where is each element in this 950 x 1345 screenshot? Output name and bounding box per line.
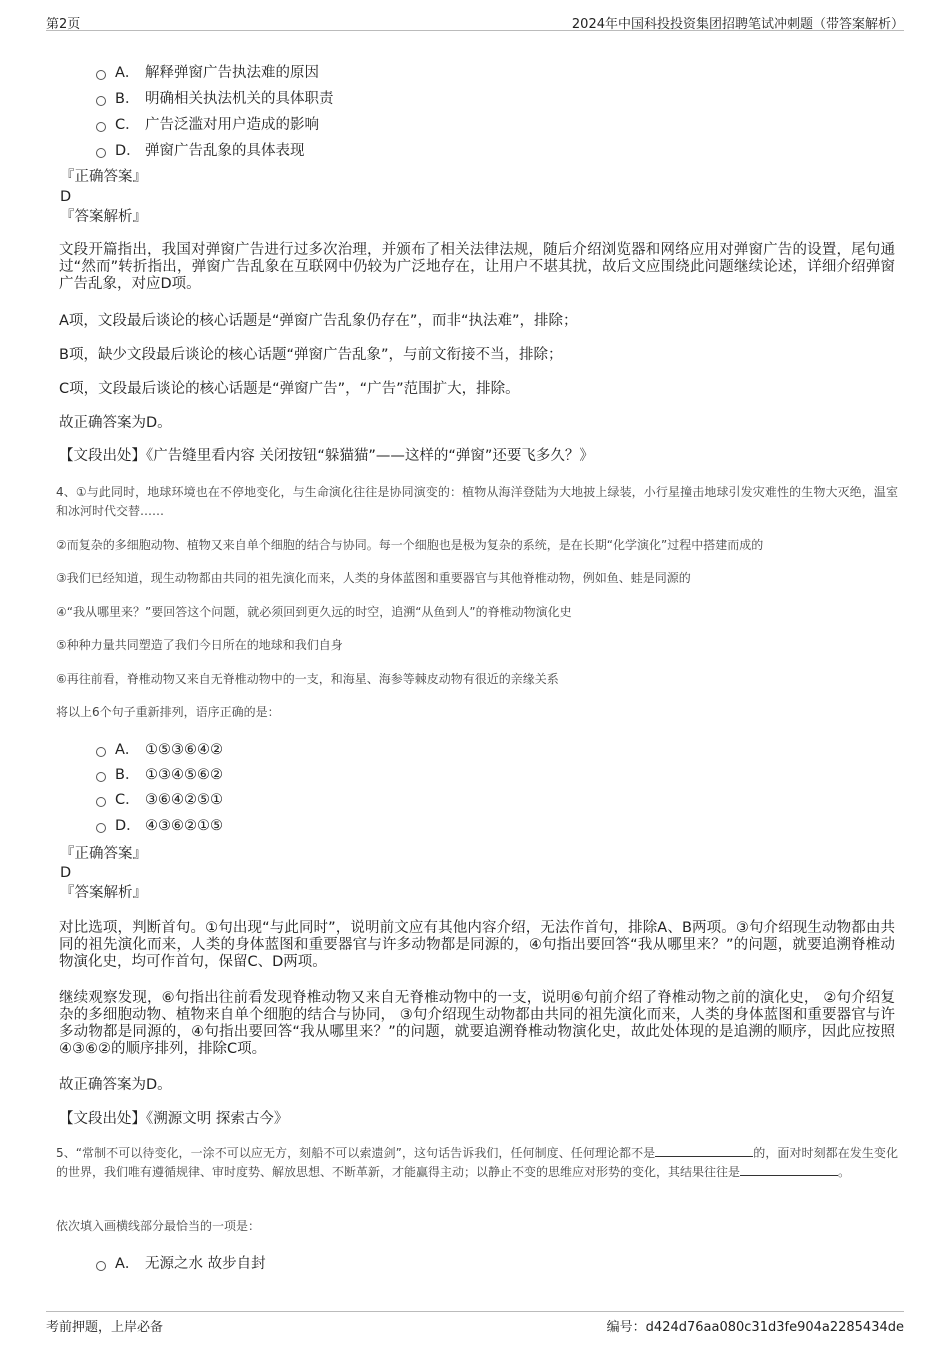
q4-option-b[interactable]: B． ①③④⑤⑥② bbox=[96, 765, 223, 785]
q3-option-d[interactable]: D． 弹窗广告乱象的具体表现 bbox=[96, 141, 305, 161]
radio-icon[interactable] bbox=[96, 772, 106, 782]
q4-analysis-paragraph: 对比选项，判断首句。①句出现“与此同时”，说明前文应有其他内容介绍，无法作首句，排除A、B两项。③句介绍现生动物都由共同的祖先演化而来，人类的身体蓝图和重要器官与许多动物都是同源的，④句指出要回答“我从哪里来？”的问题，就要追溯脊椎动物演化史，均可作首句，保留C、D两项。 bbox=[59, 920, 895, 970]
radio-icon[interactable] bbox=[96, 1261, 106, 1271]
q3-option-a[interactable]: A． 解释弹窗广告执法难的原因 bbox=[96, 63, 319, 83]
radio-icon[interactable] bbox=[96, 823, 106, 833]
q4-sentence: ⑥再往前看，脊椎动物又来自无脊椎动物中的一支，和海星、海参等棘皮动物有很近的亲缘关系 bbox=[56, 672, 559, 686]
q3-analysis-paragraph: 文段开篇指出，我国对弹窗广告进行过多次治理，并颁布了相关法律法规，随后介绍浏览器和网络应用对弹窗广告的设置，尾句通过“然而”转折指出，弹窗广告乱象在互联网中仍较为广泛地存在，让用户不堪其扰，故后文应围绕此问题继续论述，详细介绍弹窗广告乱象，对应D项。 bbox=[59, 242, 895, 292]
document-code: 编号：d424d76aa080c31d3fe904a2285434de bbox=[606, 1320, 904, 1335]
q4-option-d[interactable]: D． ④③⑥②①⑤ bbox=[96, 816, 223, 836]
q3-analysis-paragraph: B项，缺少文段最后谈论的核心话题“弹窗广告乱象”，与前文衔接不当，排除； bbox=[59, 347, 563, 363]
q4-analysis-label: 『答案解析』 bbox=[60, 885, 147, 901]
q3-analysis-paragraph: 故正确答案为D。 bbox=[59, 415, 172, 431]
radio-icon[interactable] bbox=[96, 148, 106, 158]
q4-sentence: ④“我从哪里来？”要回答这个问题，就必须回到更久远的时空，追溯“从鱼到人”的脊椎动物演化史 bbox=[56, 605, 572, 619]
radio-icon[interactable] bbox=[96, 70, 106, 80]
q4-option-a[interactable]: A． ①⑤③⑥④② bbox=[96, 740, 223, 760]
page-footer bbox=[46, 1311, 904, 1338]
q3-answer-label: 『正确答案』 bbox=[60, 169, 147, 185]
q4-prompt: 将以上6个句子重新排列，语序正确的是： bbox=[56, 705, 280, 719]
radio-icon[interactable] bbox=[96, 797, 106, 807]
q3-source: 【文段出处】《广告缝里看内容 关闭按钮“躲猫猫”——这样的“弹窗”还要飞多久？》 bbox=[59, 448, 594, 464]
document-title: 2024年中国科投投资集团招聘笔试冲刺题（带答案解析） bbox=[571, 17, 904, 32]
page-number: 第2页 bbox=[46, 17, 81, 32]
q4-analysis-paragraph: 继续观察发现，⑥句指出往前看发现脊椎动物又来自无脊椎动物中的一支，说明⑥句前介绍了脊椎动物之前的演化史， ②句介绍复杂的多细胞动物、植物来自单个细胞的结合与协同， ③句介绍现生动物都由共同的祖先演化而来，人类的身体蓝图和重要器官与许多动物都是同源的，④句指出要回答“我从哪里来？”的问题，就要追溯脊椎动物演化史，故此处体现的是追溯的顺序，因此应按照④③⑥②的顺序排列，排除C项。 bbox=[59, 990, 895, 1057]
q5-option-a[interactable]: A． 无源之水 故步自封 bbox=[96, 1254, 266, 1274]
q4-sentence: ⑤种种力量共同塑造了我们今日所在的地球和我们自身 bbox=[56, 638, 343, 652]
radio-icon[interactable] bbox=[96, 747, 106, 757]
q3-analysis-paragraph: C项，文段最后谈论的核心话题是“弹窗广告”，“广告”范围扩大，排除。 bbox=[59, 381, 520, 397]
q5-prompt: 依次填入画横线部分最恰当的一项是： bbox=[56, 1219, 261, 1233]
q5-stem: 5、“常制不可以待变化，一涂不可以应无方，刻船不可以索遗剑”，这句话告诉我们，任何制度、任何理论都不是 的，面对时刻都在发生变化的世界，我们唯有遵循规律、审时度势、解放思想、不断革新，才能赢得主动；以静止不变的思维应对形势的变化，其结果往往是 。 bbox=[56, 1146, 898, 1179]
q4-answer-label: 『正确答案』 bbox=[60, 846, 147, 862]
radio-icon[interactable] bbox=[96, 122, 106, 132]
q4-answer: D bbox=[60, 865, 72, 881]
q4-sentence: ③我们已经知道，现生动物都由共同的祖先演化而来，人类的身体蓝图和重要器官与其他脊椎动物，例如鱼、蛙是同源的 bbox=[56, 571, 691, 585]
radio-icon[interactable] bbox=[96, 96, 106, 106]
fill-blank bbox=[740, 1163, 838, 1176]
q3-option-c[interactable]: C． 广告泛滥对用户造成的影响 bbox=[96, 115, 319, 135]
q4-sentence: ②而复杂的多细胞动物、植物又来自单个细胞的结合与协同。每一个细胞也是极为复杂的系统，是在长期“化学演化”过程中搭建而成的 bbox=[56, 538, 764, 552]
q3-answer: D bbox=[60, 189, 72, 205]
q4-source: 【文段出处】《溯源文明 探索古今》 bbox=[59, 1111, 289, 1127]
q4-sentence: 4、①与此同时，地球环境也在不停地变化，与生命演化往往是协同演变的：植物从海洋登陆为大地披上绿装，小行星撞击地球引发灾难性的生物大灭绝，温室和冰河时代交替…… bbox=[56, 485, 898, 518]
q4-option-c[interactable]: C． ③⑥④②⑤① bbox=[96, 790, 223, 810]
q3-analysis-paragraph: A项，文段最后谈论的核心话题是“弹窗广告乱象仍存在”，而非“执法难”，排除； bbox=[59, 313, 578, 329]
q3-option-b[interactable]: B． 明确相关执法机关的具体职责 bbox=[96, 89, 334, 109]
q3-analysis-label: 『答案解析』 bbox=[60, 209, 147, 225]
page-header bbox=[46, 8, 904, 31]
fill-blank bbox=[655, 1144, 753, 1157]
footer-slogan: 考前押题，上岸必备 bbox=[46, 1320, 164, 1335]
q4-analysis-paragraph: 故正确答案为D。 bbox=[59, 1077, 172, 1093]
